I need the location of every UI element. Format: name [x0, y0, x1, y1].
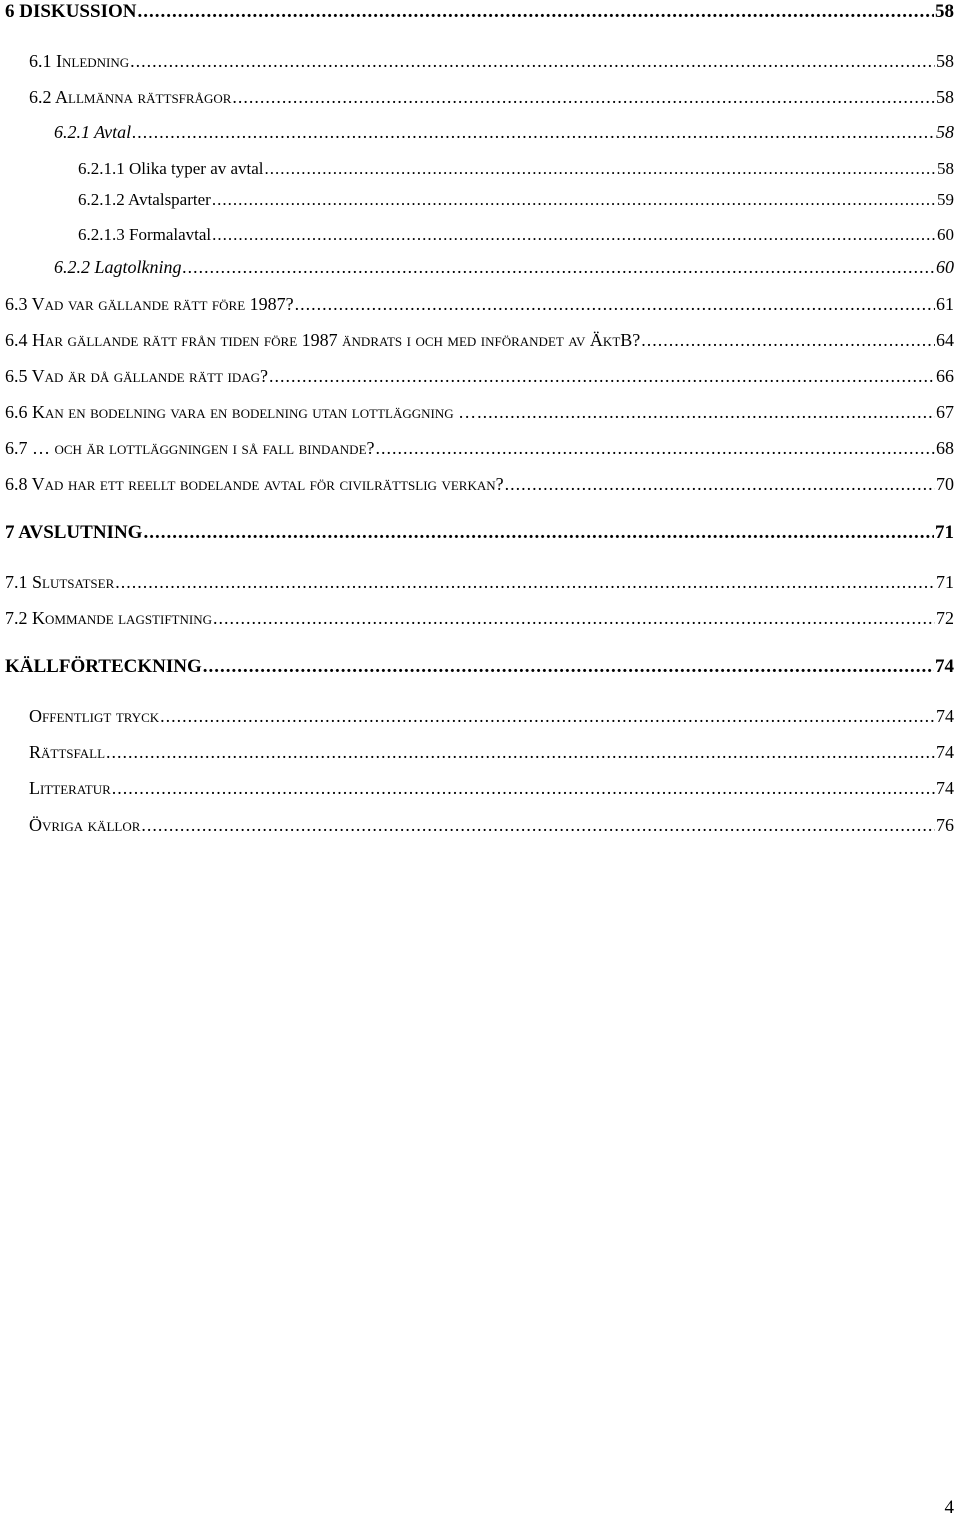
toc-entry-6-2-1-3[interactable]	[78, 224, 954, 246]
toc-entry-6-5[interactable]	[5, 365, 954, 387]
toc-entry-page: 68	[936, 438, 954, 458]
toc-entry-6-diskussion[interactable]	[5, 1, 954, 23]
toc-leader-dots	[212, 189, 936, 211]
toc-entry-6-2-1-1[interactable]	[78, 158, 954, 180]
toc-entry-7-2[interactable]	[5, 607, 954, 629]
toc-entry-title: 6.6 Kan en bodelning vara en bodelning utan lottläggning …	[5, 402, 477, 422]
toc-entry-6-4[interactable]	[5, 329, 954, 351]
toc-entry-page: 71	[935, 522, 954, 543]
toc-entry-page: 58	[935, 1, 954, 22]
toc-entry-page: 74	[935, 656, 954, 677]
toc-entry-6-2[interactable]	[29, 86, 954, 108]
toc-entry-page: 74	[936, 706, 954, 726]
toc-entry-title: 6.5 Vad är då gällande rätt idag?	[5, 366, 268, 386]
page-number: 4	[944, 1497, 954, 1518]
toc-entry-title: KÄLLFÖRTECKNING	[5, 656, 202, 677]
toc-entry-6-1[interactable]	[29, 50, 954, 72]
toc-entry-title: 6.2.1 Avtal	[54, 122, 132, 142]
toc-leader-dots	[141, 814, 935, 836]
toc-leader-dots	[477, 401, 935, 423]
toc-entry-page: 66	[936, 366, 954, 386]
toc-entry-title: 6.1 Inledning	[29, 51, 130, 71]
toc-entry-title: 7 AVSLUTNING	[5, 522, 143, 543]
toc-entry-page: 71	[936, 572, 954, 592]
toc-entry-page: 58	[936, 122, 954, 142]
toc-entry-6-2-1[interactable]	[54, 121, 954, 143]
toc-entry-page: 60	[936, 257, 954, 277]
toc-entry-title: Rättsfall	[29, 742, 106, 762]
toc-leader-dots	[130, 50, 935, 72]
toc-entry-page: 60	[937, 225, 954, 244]
toc-entry-title: 6.4 Har gällande rätt från tiden före 1987 ändrats i och med införandet av ÄktB?	[5, 330, 641, 350]
toc-entry-6-8[interactable]	[5, 473, 954, 495]
toc-entry-title: Offentligt tryck	[29, 706, 160, 726]
toc-leader-dots	[265, 158, 936, 180]
toc-entry-title: Övriga källor	[29, 815, 141, 835]
toc-leader-dots	[112, 777, 935, 799]
toc-entry-page: 58	[936, 51, 954, 71]
toc-leader-dots	[137, 1, 934, 23]
toc-entry-title: 6.8 Vad har ett reellt bodelande avtal för civilrättslig verkan?	[5, 474, 504, 494]
toc-leader-dots	[295, 293, 935, 315]
toc-leader-dots	[106, 741, 935, 763]
toc-entry-6-2-2[interactable]	[54, 256, 954, 278]
toc-entry-title: Litteratur	[29, 778, 111, 798]
toc-entry-page: 70	[936, 474, 954, 494]
toc-leader-dots	[160, 705, 935, 727]
toc-leader-dots	[143, 522, 934, 544]
toc-entry-litteratur[interactable]	[29, 777, 954, 799]
toc-entry-kallforteckning[interactable]	[5, 656, 954, 678]
toc-entry-ovriga-kallor[interactable]	[29, 814, 954, 836]
toc-entry-title: 6.2.2 Lagtolkning	[54, 257, 182, 277]
toc-entry-title: 6.7 … och är lottläggningen i så fall bindande?	[5, 438, 375, 458]
toc-entry-page: 61	[936, 294, 954, 314]
toc-leader-dots	[203, 656, 934, 678]
toc-entry-7-avslutning[interactable]	[5, 522, 954, 544]
toc-leader-dots	[115, 571, 935, 593]
toc-entry-title: 6.2.1.3 Formalavtal	[78, 225, 212, 244]
toc-leader-dots	[183, 256, 935, 278]
toc-leader-dots	[212, 224, 936, 246]
toc-entry-page: 72	[936, 608, 954, 628]
toc-entry-page: 59	[937, 190, 954, 209]
toc-entry-page: 74	[936, 742, 954, 762]
toc-entry-page: 58	[936, 87, 954, 107]
toc-entry-offentligt-tryck[interactable]	[29, 705, 954, 727]
toc-leader-dots	[232, 86, 935, 108]
toc-entry-page: 58	[937, 159, 954, 178]
toc-entry-7-1[interactable]	[5, 571, 954, 593]
toc-leader-dots	[641, 329, 935, 351]
toc-entry-6-3[interactable]	[5, 293, 954, 315]
toc-entry-title: 6.2.1.2 Avtalsparter	[78, 190, 211, 209]
toc-entry-title: 6.2.1.1 Olika typer av avtal	[78, 159, 264, 178]
toc-entry-page: 74	[936, 778, 954, 798]
toc-entry-title: 7.2 Kommande lagstiftning	[5, 608, 212, 628]
toc-entry-title: 6 DISKUSSION	[5, 1, 137, 22]
toc-entry-page: 64	[936, 330, 954, 350]
toc-leader-dots	[132, 121, 935, 143]
toc-leader-dots	[213, 607, 935, 629]
toc-entry-title: 7.1 Slutsatser	[5, 572, 115, 592]
toc-entry-6-2-1-2[interactable]	[78, 189, 954, 211]
toc-entry-page: 76	[936, 815, 954, 835]
toc-entry-6-6[interactable]	[5, 401, 954, 423]
toc-entry-6-7[interactable]	[5, 437, 954, 459]
toc-leader-dots	[505, 473, 935, 495]
toc-leader-dots	[376, 437, 936, 459]
toc-entry-title: 6.2 Allmänna rättsfrågor	[29, 87, 232, 107]
toc-entry-title: 6.3 Vad var gällande rätt före 1987?	[5, 294, 294, 314]
toc-leader-dots	[269, 365, 935, 387]
toc-entry-rattsfall[interactable]	[29, 741, 954, 763]
toc-entry-page: 67	[936, 402, 954, 422]
